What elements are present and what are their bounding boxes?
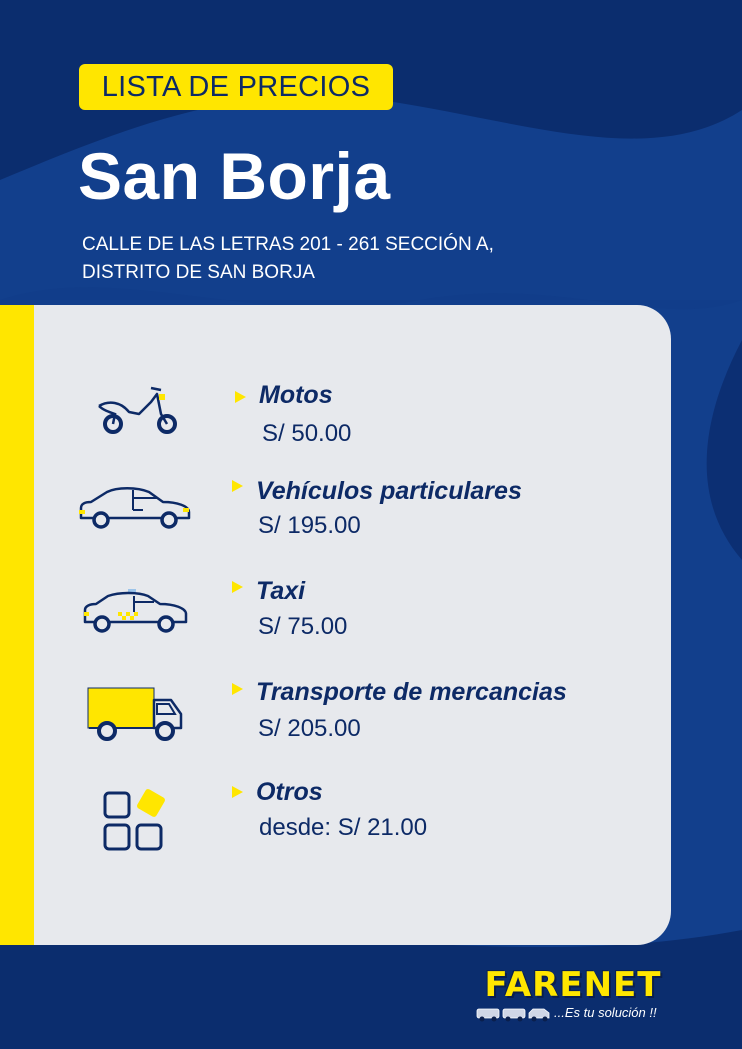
bullet-marker [232,683,243,695]
item-label: Motos [259,381,333,409]
address [82,231,642,287]
car-icon [77,484,193,530]
price-list-badge: LISTA DE PRECIOS [79,64,393,110]
bullet-marker [232,581,243,593]
address-line-1: CALLE DE LAS LETRAS 201 - 261 SECCIÓN A, [82,234,494,255]
item-price: S/ 195.00 [258,512,361,539]
others-icon [102,788,168,854]
item-label: Otros [256,778,323,806]
page-title: San Borja [78,139,391,213]
logo-slogan: ...Es tu solución !! [554,1005,657,1020]
bullet-marker [235,391,246,403]
item-label: Taxi [256,577,306,605]
taxi-icon [82,588,190,634]
bullet-marker [232,786,243,798]
address-line-2: DISTRITO DE SAN BORJA [82,262,315,283]
logo-vehicles-icon [476,1005,554,1023]
item-price: S/ 75.00 [258,613,348,640]
truck-icon [85,686,187,744]
item-price: desde: S/ 21.00 [259,814,428,841]
accent-bar [0,305,34,945]
logo-wordmark: FARENET [484,965,662,1005]
item-label: Transporte de mercancias [256,678,567,706]
farenet-logo [474,965,674,1029]
bullet-marker [232,480,243,492]
item-price: S/ 205.00 [258,715,361,742]
item-price: S/ 50.00 [262,420,352,447]
motorcycle-icon [95,384,185,438]
item-label: Vehículos particulares [256,477,522,505]
